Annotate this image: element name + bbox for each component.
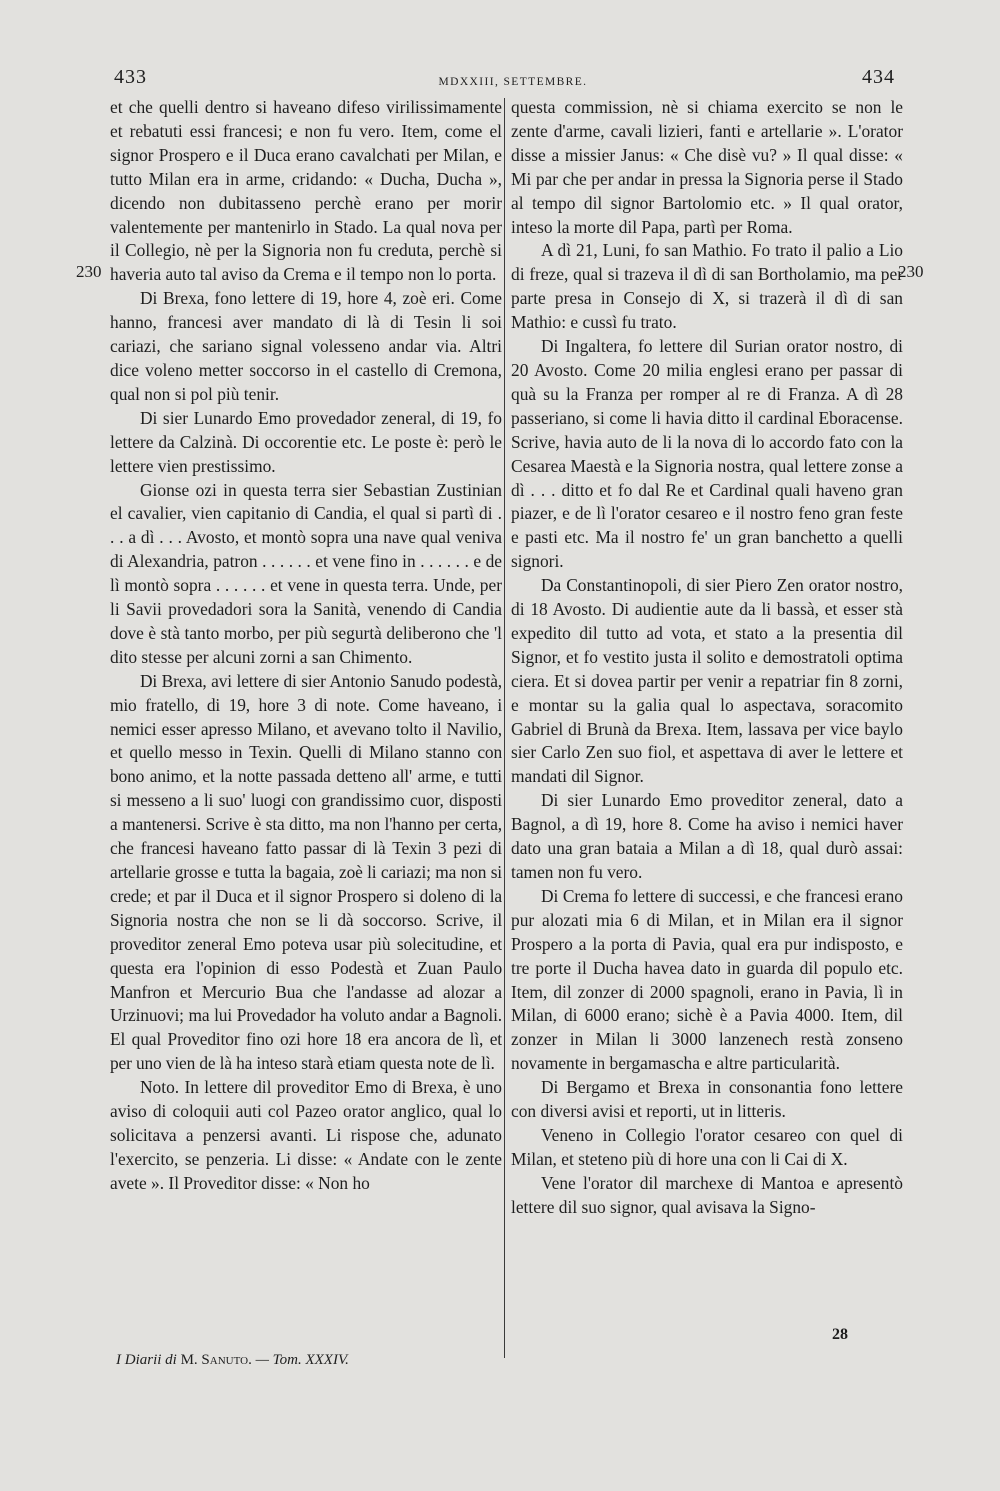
footer-title bbox=[116, 1352, 349, 1369]
right-paragraph-4: Da Constantinopoli, di sier Piero Zen orator nostro, di 18 Avosto. Di audientie aute da li bassà, et esser stà expedito dil tutto ad vota, et stato a la presentia dil Signor, et fo vestito justa il solito e demostratoli optima ciera. Et si dovea partir per venir a repatriar fin 8 zorni, e montar su la galia qual lo aspectava, soracomito Gabriel di Brunà da Brexa. Item, lassava per vice baylo sier Carlo Zen suo fiol, et aspettava di aver le lettere et mandati dil Signor. bbox=[511, 575, 903, 787]
footer-author: M. Sanuto. bbox=[180, 1352, 252, 1368]
footer-volume: — Tom. XXXIV. bbox=[255, 1352, 349, 1368]
column-divider bbox=[504, 98, 505, 1358]
left-paragraph-6: Noto. In lettere dil proveditor Emo di Brexa, è uno aviso di coloquii auti col Pazeo orator anglico, qual lo solicitava a penzersi avanti. Li rispose che, adunato l'exercito, se penzeria. Li disse: « Andate con le zente avete ». Il Proveditor disse: « Non ho bbox=[110, 1077, 502, 1193]
left-paragraph-2: Di Brexa, fono lettere di 19, hore 4, zoè eri. Come hanno, francesi aver mandato di là di Tesin li soi cariazi, che sariano signal volesseno andar via. Altri dice voleno metter soccorso in el castello di Cremona, qual non si pol più tenir. bbox=[110, 288, 502, 404]
right-page-number: 434 bbox=[862, 66, 895, 88]
left-column bbox=[110, 96, 502, 1196]
footer-italic-title: I Diarii di bbox=[116, 1352, 177, 1368]
right-paragraph-7: Di Bergamo et Brexa in consonantia fono lettere con diversi avisi et reporti, ut in litteris. bbox=[511, 1077, 903, 1122]
right-paragraph-5: Di sier Lunardo Emo proveditor zeneral, dato a Bagnol, a dì 19, hore 8. Come ha aviso i nemici haver dato una gran bataia a Milan a dì 18, qual durò assai: tamen non fu vero. bbox=[511, 790, 903, 882]
running-head: MDXXIII, SETTEMBRE. bbox=[438, 76, 588, 88]
right-column bbox=[511, 96, 903, 1220]
left-margin-note: 230 bbox=[76, 262, 102, 281]
signature-mark: 28 bbox=[832, 1326, 848, 1343]
right-paragraph-2: A dì 21, Luni, fo san Mathio. Fo trato il palio a Lio di freze, qual si trazeva il dì di san Bortholamio, ma per parte presa in Consejo di X, si trazerà il dì di san Mathio: e cussì fu trato. bbox=[511, 240, 903, 333]
right-paragraph-6: Di Crema fo lettere di successi, e che francesi erano pur alozati mia 6 di Milan, et in Milan era il signor Prospero a la porta di Pavia, qual era pur indisposto, e tre porte il Ducha havea dato in guarda dil populo etc. Item, dil zonzer di 2000 spagnoli, erano in Pavia, lì in Milan, di 6000 erano; sichè è a Pavia 4000. Item, dil zonzer in Milan li 3000 lanzenech restà zonseno novamente in bergamascha e altre particularità. bbox=[511, 885, 903, 1074]
right-paragraph-3: Di Ingaltera, fo lettere dil Surian orator nostro, di 20 Avosto. Come 20 milia englesi erano per passar di quà su la Franza per romper al re di Franza. A dì 28 passeriano, si come li havia ditto il cardinal Eboracense. Scrive, havia auto de li la nova di lo accordo fato con la Cesarea Maestà e la Signoria nostra, qual lettere zonse a dì . . . ditto et fo dal Re et Cardinal quali haveno gran piazer, e de lì l'orator cesareo e il nostro feno gran feste e pasti etc. Ma il nostro fe' un gran banchetto a quelli signori. bbox=[511, 336, 903, 572]
right-paragraph-8: Veneno in Collegio l'orator cesareo con quel di Milan, et steteno più di hore una con li Cai di X. bbox=[511, 1124, 903, 1169]
right-margin-note: 230 bbox=[898, 262, 924, 281]
right-paragraph-1: questa commission, nè si chiama exercito se non le zente d'arme, cavali lizieri, fanti e artellarie ». L'orator disse a missier Janus: « Che disè vu? » Il qual disse: « Mi par che per andar in pressa la Signoria perse il Stado al tempo dil signor Bartolomio etc. » Il qual orator, inteso la morte dil Papa, partì per Roma. bbox=[511, 97, 903, 237]
left-page-number: 433 bbox=[114, 66, 147, 88]
left-paragraph-1: et che quelli dentro si haveano difeso virilissimamente et rebatuti essi francesi; e non fu vero. Item, come el signor Prospero e il Duca erano cavalchati per Milan, e tutto Milan era in arme, cridando: « Ducha, Ducha », dicendo non dubitasseno perchè erano per morir valentemente per mantenirlo in Stado. La qual nova per il Collegio, nè per la Signoria non fu creduta, perchè si haveria auto tal aviso da Crema e il tempo non lo porta. bbox=[110, 97, 502, 285]
left-paragraph-3: Di sier Lunardo Emo provedador zeneral, di 19, fo lettere da Calzinà. Di occorentie etc. Le poste è: però le lettere vien prestissimo. bbox=[110, 407, 502, 476]
right-paragraph-9: Vene l'orator dil marchexe di Mantoa e apresentò lettere dil suo signor, qual avisava la Signo- bbox=[511, 1172, 903, 1217]
left-paragraph-5: Di Brexa, avi lettere di sier Antonio Sanudo podestà, mio fratello, di 19, hore 3 di note. Come haveano, i nemici esser apresso Milano, et avevano tolto il Navilio, et quello messo in Texin. Quelli di Milano stanno con bono animo, et la notte passada detteno all' arme, e tutti si messeno a li suo' luogi con grandissimo cuor, disposti a mantenersi. Scrive è sta ditto, ma non l'hanno per certa, che francesi haveano fatto passar di là Texin 3 pezi di artellarie grosse e tutta la bagaia, zoè li cariazi; ma non si crede; et par il Duca et il signor Prospero si doleno di la Signoria nostra che non se li dà soccorso. Scrive, il proveditor zeneral Emo poteva usar più solecitudine, et questa era l'opinion di esso Podestà et Zuan Paulo Manfron et Mercurio Bua che l'andasse ad alozar a Urzinuovi; ma lui Provedador ha voluto andar a Bagnoli. El qual Proveditor fino ozi hore 18 era ancora de lì, et per uno vien de là ha inteso starà etiam questa note de lì. bbox=[110, 670, 502, 1074]
left-paragraph-4: Gionse ozi in questa terra sier Sebastian Zustinian el cavalier, vien capitanio di Candia, el qual si partì di . . . a dì . . . Avosto, et montò sopra una nave qual veniva di Alexandria, patron . . . . . . et vene fino in . . . . . . e de lì montò sopra . . . . . . et vene in questa terra. Unde, per li Savii provedadori sora la Sanità, venendo di Candia dove è stà tanto morbo, per più segurtà deliberono che 'l dito stesse per alcuni zorni a san Chimento. bbox=[110, 479, 502, 667]
